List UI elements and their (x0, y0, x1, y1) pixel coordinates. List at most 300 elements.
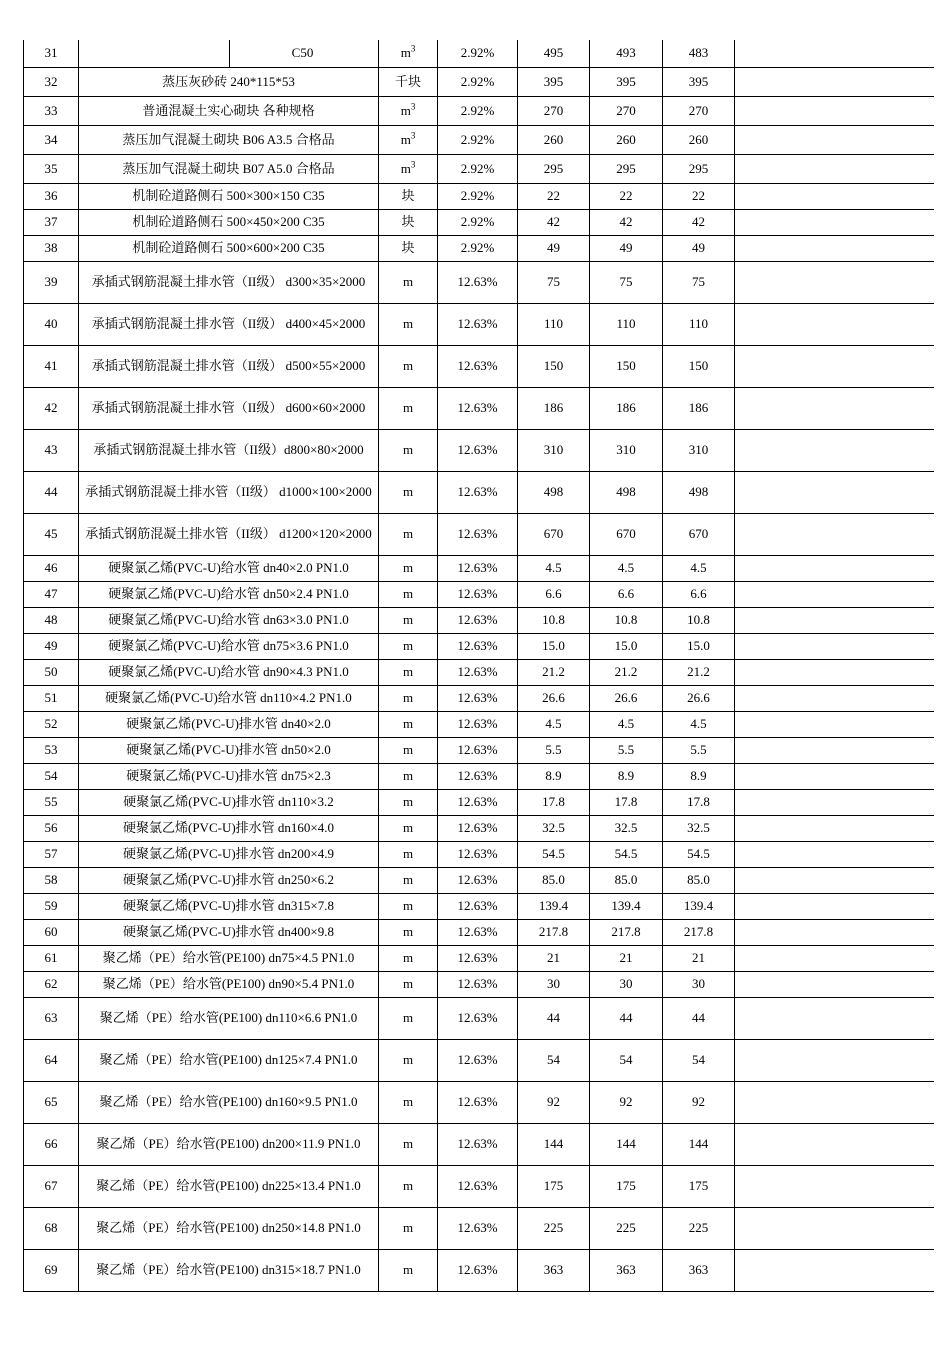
price-1: 54.5 (518, 841, 590, 867)
price-1: 15.0 (518, 633, 590, 659)
price-3: 44 (663, 997, 735, 1039)
row-number: 52 (24, 711, 79, 737)
material-name: 硬聚氯乙烯(PVC-U)给水管 dn75×3.6 PN1.0 (79, 633, 379, 659)
row-number: 65 (24, 1081, 79, 1123)
price-2: 21 (590, 945, 663, 971)
material-name: 硬聚氯乙烯(PVC-U)给水管 dn110×4.2 PN1.0 (79, 685, 379, 711)
row-number: 56 (24, 815, 79, 841)
price-1: 395 (518, 67, 590, 96)
material-name: 机制砼道路侧石 500×450×200 C35 (79, 209, 379, 235)
rate: 2.92% (438, 125, 518, 154)
unit: m (379, 685, 438, 711)
price-2: 54 (590, 1039, 663, 1081)
unit: m (379, 711, 438, 737)
price-3: 186 (663, 387, 735, 429)
price-2: 54.5 (590, 841, 663, 867)
price-3: 6.6 (663, 581, 735, 607)
remarks-cell (735, 345, 934, 387)
row-number: 61 (24, 945, 79, 971)
material-name: 承插式钢筋混凝土排水管（II级）d800×80×2000 (79, 429, 379, 471)
unit: m (379, 429, 438, 471)
unit: m (379, 945, 438, 971)
rate: 12.63% (438, 1249, 518, 1291)
price-3: 22 (663, 183, 735, 209)
price-2: 270 (590, 96, 663, 125)
price-1: 498 (518, 471, 590, 513)
row-number: 39 (24, 261, 79, 303)
price-1: 295 (518, 154, 590, 183)
unit: m (379, 261, 438, 303)
price-3: 310 (663, 429, 735, 471)
material-name: 硬聚氯乙烯(PVC-U)排水管 dn110×3.2 (79, 789, 379, 815)
unit: m (379, 581, 438, 607)
price-3: 498 (663, 471, 735, 513)
price-2: 225 (590, 1207, 663, 1249)
row-number: 51 (24, 685, 79, 711)
row-number: 50 (24, 659, 79, 685)
table-row (24, 125, 934, 154)
price-2: 395 (590, 67, 663, 96)
rate: 12.63% (438, 867, 518, 893)
remarks-cell (735, 209, 934, 235)
material-name: 聚乙烯（PE）给水管(PE100) dn200×11.9 PN1.0 (79, 1123, 379, 1165)
table-row (24, 183, 934, 209)
price-1: 4.5 (518, 711, 590, 737)
price-2: 217.8 (590, 919, 663, 945)
price-2: 30 (590, 971, 663, 997)
price-2: 363 (590, 1249, 663, 1291)
rate: 12.63% (438, 763, 518, 789)
row-number: 63 (24, 997, 79, 1039)
row-number: 34 (24, 125, 79, 154)
table-row (24, 1207, 934, 1249)
table-row (24, 1039, 934, 1081)
table-row (24, 209, 934, 235)
table-row (24, 737, 934, 763)
table-row (24, 261, 934, 303)
row-number: 37 (24, 209, 79, 235)
material-name: 聚乙烯（PE）给水管(PE100) dn75×4.5 PN1.0 (79, 945, 379, 971)
table-row (24, 633, 934, 659)
price-2: 8.9 (590, 763, 663, 789)
price-2: 150 (590, 345, 663, 387)
table-row (24, 607, 934, 633)
price-3: 175 (663, 1165, 735, 1207)
row-number: 40 (24, 303, 79, 345)
remarks-cell (735, 1081, 934, 1123)
material-name: 硬聚氯乙烯(PVC-U)给水管 dn63×3.0 PN1.0 (79, 607, 379, 633)
rate: 12.63% (438, 607, 518, 633)
price-2: 144 (590, 1123, 663, 1165)
rate: 12.63% (438, 1123, 518, 1165)
table-row (24, 40, 934, 67)
price-2: 5.5 (590, 737, 663, 763)
price-3: 225 (663, 1207, 735, 1249)
price-2: 22 (590, 183, 663, 209)
material-name: 聚乙烯（PE）给水管(PE100) dn250×14.8 PN1.0 (79, 1207, 379, 1249)
rate: 12.63% (438, 345, 518, 387)
unit: $m^3$ (379, 154, 438, 183)
row-number: 48 (24, 607, 79, 633)
row-number: 43 (24, 429, 79, 471)
material-name: 承插式钢筋混凝土排水管（II级） d1000×100×2000 (79, 471, 379, 513)
price-3: 483 (663, 40, 735, 67)
row-number: 69 (24, 1249, 79, 1291)
unit: m (379, 1081, 438, 1123)
remarks-cell (735, 633, 934, 659)
price-1: 4.5 (518, 555, 590, 581)
price-3: 363 (663, 1249, 735, 1291)
price-1: 495 (518, 40, 590, 67)
material-name: 聚乙烯（PE）给水管(PE100) dn160×9.5 PN1.0 (79, 1081, 379, 1123)
remarks-cell (735, 867, 934, 893)
material-name: C50 (79, 40, 379, 67)
row-number: 41 (24, 345, 79, 387)
row-number: 55 (24, 789, 79, 815)
row-number: 68 (24, 1207, 79, 1249)
rate: 12.63% (438, 261, 518, 303)
price-3: 42 (663, 209, 735, 235)
unit: m (379, 763, 438, 789)
price-2: 92 (590, 1081, 663, 1123)
price-1: 6.6 (518, 581, 590, 607)
unit: m (379, 1039, 438, 1081)
price-3: 110 (663, 303, 735, 345)
rate: 12.63% (438, 1081, 518, 1123)
price-1: 44 (518, 997, 590, 1039)
rate: 2.92% (438, 96, 518, 125)
price-3: 295 (663, 154, 735, 183)
price-1: 363 (518, 1249, 590, 1291)
table-row (24, 1123, 934, 1165)
price-1: 139.4 (518, 893, 590, 919)
table-row (24, 303, 934, 345)
unit: 千块 (379, 67, 438, 96)
price-1: 32.5 (518, 815, 590, 841)
price-1: 17.8 (518, 789, 590, 815)
material-name: 硬聚氯乙烯(PVC-U)给水管 dn50×2.4 PN1.0 (79, 581, 379, 607)
unit: m (379, 841, 438, 867)
table-row (24, 387, 934, 429)
remarks-cell (735, 154, 934, 183)
material-name: 硬聚氯乙烯(PVC-U)排水管 dn315×7.8 (79, 893, 379, 919)
row-number: 47 (24, 581, 79, 607)
unit: m (379, 893, 438, 919)
price-3: 21 (663, 945, 735, 971)
price-2: 139.4 (590, 893, 663, 919)
row-number: 31 (24, 40, 79, 67)
material-name: 硬聚氯乙烯(PVC-U)排水管 dn40×2.0 (79, 711, 379, 737)
price-1: 217.8 (518, 919, 590, 945)
rate: 12.63% (438, 1039, 518, 1081)
rate: 12.63% (438, 387, 518, 429)
rate: 12.63% (438, 513, 518, 555)
rate: 2.92% (438, 154, 518, 183)
unit: 块 (379, 235, 438, 261)
remarks-cell (735, 1207, 934, 1249)
price-2: 85.0 (590, 867, 663, 893)
table-row (24, 67, 934, 96)
price-3: 395 (663, 67, 735, 96)
row-number: 62 (24, 971, 79, 997)
rate: 12.63% (438, 555, 518, 581)
table-row (24, 235, 934, 261)
row-number: 32 (24, 67, 79, 96)
remarks-cell (735, 429, 934, 471)
price-3: 85.0 (663, 867, 735, 893)
unit: m (379, 815, 438, 841)
row-number: 45 (24, 513, 79, 555)
price-2: 186 (590, 387, 663, 429)
price-2: 4.5 (590, 555, 663, 581)
rate: 12.63% (438, 737, 518, 763)
remarks-cell (735, 711, 934, 737)
price-3: 8.9 (663, 763, 735, 789)
price-1: 260 (518, 125, 590, 154)
row-number: 49 (24, 633, 79, 659)
price-2: 42 (590, 209, 663, 235)
rate: 12.63% (438, 1165, 518, 1207)
unit: m (379, 607, 438, 633)
price-3: 54.5 (663, 841, 735, 867)
price-1: 54 (518, 1039, 590, 1081)
remarks-cell (735, 815, 934, 841)
remarks-cell (735, 945, 934, 971)
table-row (24, 154, 934, 183)
material-name: 聚乙烯（PE）给水管(PE100) dn110×6.6 PN1.0 (79, 997, 379, 1039)
remarks-cell (735, 659, 934, 685)
unit: $m^3$ (379, 96, 438, 125)
unit: m (379, 867, 438, 893)
unit: m (379, 1249, 438, 1291)
price-1: 85.0 (518, 867, 590, 893)
remarks-cell (735, 685, 934, 711)
price-3: 15.0 (663, 633, 735, 659)
remarks-cell (735, 125, 934, 154)
rate: 12.63% (438, 789, 518, 815)
remarks-cell (735, 387, 934, 429)
rate: 12.63% (438, 919, 518, 945)
row-number: 64 (24, 1039, 79, 1081)
price-1: 270 (518, 96, 590, 125)
price-2: 260 (590, 125, 663, 154)
remarks-cell (735, 471, 934, 513)
unit: m (379, 387, 438, 429)
price-1: 8.9 (518, 763, 590, 789)
rate: 12.63% (438, 841, 518, 867)
price-2: 32.5 (590, 815, 663, 841)
remarks-cell (735, 971, 934, 997)
table-row (24, 471, 934, 513)
table-row (24, 971, 934, 997)
price-3: 10.8 (663, 607, 735, 633)
table-row (24, 841, 934, 867)
row-number: 36 (24, 183, 79, 209)
row-number: 58 (24, 867, 79, 893)
remarks-cell (735, 919, 934, 945)
price-3: 217.8 (663, 919, 735, 945)
table-row (24, 945, 934, 971)
rate: 12.63% (438, 893, 518, 919)
rate: 12.63% (438, 429, 518, 471)
price-2: 498 (590, 471, 663, 513)
table-row (24, 96, 934, 125)
material-name: 承插式钢筋混凝土排水管（II级） d1200×120×2000 (79, 513, 379, 555)
price-1: 175 (518, 1165, 590, 1207)
table-row (24, 1249, 934, 1291)
price-2: 10.8 (590, 607, 663, 633)
rate: 12.63% (438, 971, 518, 997)
price-3: 26.6 (663, 685, 735, 711)
price-2: 4.5 (590, 711, 663, 737)
price-1: 225 (518, 1207, 590, 1249)
price-1: 670 (518, 513, 590, 555)
price-3: 4.5 (663, 555, 735, 581)
material-name: 硬聚氯乙烯(PVC-U)排水管 dn250×6.2 (79, 867, 379, 893)
unit: m (379, 997, 438, 1039)
row-number: 67 (24, 1165, 79, 1207)
price-2: 670 (590, 513, 663, 555)
price-3: 150 (663, 345, 735, 387)
price-1: 75 (518, 261, 590, 303)
unit: m (379, 1165, 438, 1207)
table-row (24, 685, 934, 711)
table-row (24, 429, 934, 471)
price-1: 110 (518, 303, 590, 345)
price-1: 5.5 (518, 737, 590, 763)
remarks-cell (735, 737, 934, 763)
table-row (24, 1165, 934, 1207)
table-row (24, 997, 934, 1039)
row-number: 38 (24, 235, 79, 261)
material-name: 机制砼道路侧石 500×300×150 C35 (79, 183, 379, 209)
rate: 2.92% (438, 209, 518, 235)
row-number: 42 (24, 387, 79, 429)
unit: 块 (379, 183, 438, 209)
material-name: 硬聚氯乙烯(PVC-U)排水管 dn50×2.0 (79, 737, 379, 763)
material-name: 聚乙烯（PE）给水管(PE100) dn225×13.4 PN1.0 (79, 1165, 379, 1207)
table-body (24, 40, 934, 1291)
table-row (24, 789, 934, 815)
rate: 2.92% (438, 40, 518, 67)
rate: 12.63% (438, 471, 518, 513)
remarks-cell (735, 40, 934, 67)
rate: 12.63% (438, 659, 518, 685)
price-3: 670 (663, 513, 735, 555)
row-number: 53 (24, 737, 79, 763)
material-name: 普通混凝土实心砌块 各种规格 (79, 96, 379, 125)
row-number: 60 (24, 919, 79, 945)
price-3: 270 (663, 96, 735, 125)
rate: 12.63% (438, 685, 518, 711)
remarks-cell (735, 303, 934, 345)
material-name: 承插式钢筋混凝土排水管（II级） d500×55×2000 (79, 345, 379, 387)
price-3: 92 (663, 1081, 735, 1123)
rate: 12.63% (438, 1207, 518, 1249)
table-row (24, 513, 934, 555)
unit: m (379, 555, 438, 581)
price-2: 17.8 (590, 789, 663, 815)
price-1: 310 (518, 429, 590, 471)
table-row (24, 893, 934, 919)
price-2: 26.6 (590, 685, 663, 711)
price-1: 30 (518, 971, 590, 997)
table-row (24, 555, 934, 581)
price-3: 21.2 (663, 659, 735, 685)
rate: 2.92% (438, 67, 518, 96)
rate: 12.63% (438, 815, 518, 841)
material-name: 承插式钢筋混凝土排水管（II级） d400×45×2000 (79, 303, 379, 345)
price-3: 49 (663, 235, 735, 261)
remarks-cell (735, 1039, 934, 1081)
material-name: 硬聚氯乙烯(PVC-U)给水管 dn40×2.0 PN1.0 (79, 555, 379, 581)
remarks-cell (735, 607, 934, 633)
material-name: 硬聚氯乙烯(PVC-U)给水管 dn90×4.3 PN1.0 (79, 659, 379, 685)
price-3: 144 (663, 1123, 735, 1165)
table-row (24, 659, 934, 685)
remarks-cell (735, 235, 934, 261)
table-row (24, 867, 934, 893)
material-name: 蒸压加气混凝土砌块 B06 A3.5 合格品 (79, 125, 379, 154)
price-2: 110 (590, 303, 663, 345)
row-number: 33 (24, 96, 79, 125)
row-number: 59 (24, 893, 79, 919)
remarks-cell (735, 513, 934, 555)
table-row (24, 763, 934, 789)
row-number: 57 (24, 841, 79, 867)
unit: m (379, 971, 438, 997)
price-1: 21.2 (518, 659, 590, 685)
material-name: 承插式钢筋混凝土排水管（II级） d600×60×2000 (79, 387, 379, 429)
unit: m (379, 789, 438, 815)
rate: 12.63% (438, 945, 518, 971)
rate: 12.63% (438, 633, 518, 659)
price-2: 21.2 (590, 659, 663, 685)
table-row (24, 1081, 934, 1123)
remarks-cell (735, 1249, 934, 1291)
unit: m (379, 513, 438, 555)
unit: m (379, 1207, 438, 1249)
price-table (23, 40, 934, 1292)
price-3: 260 (663, 125, 735, 154)
unit: m (379, 1123, 438, 1165)
price-3: 17.8 (663, 789, 735, 815)
table-row (24, 711, 934, 737)
unit: m (379, 303, 438, 345)
price-2: 6.6 (590, 581, 663, 607)
rate: 12.63% (438, 711, 518, 737)
unit: m (379, 919, 438, 945)
material-name: 硬聚氯乙烯(PVC-U)排水管 dn75×2.3 (79, 763, 379, 789)
material-name: 聚乙烯（PE）给水管(PE100) dn90×5.4 PN1.0 (79, 971, 379, 997)
rate: 2.92% (438, 183, 518, 209)
price-2: 493 (590, 40, 663, 67)
price-1: 150 (518, 345, 590, 387)
remarks-cell (735, 581, 934, 607)
material-name: 硬聚氯乙烯(PVC-U)排水管 dn160×4.0 (79, 815, 379, 841)
remarks-cell (735, 96, 934, 125)
price-1: 186 (518, 387, 590, 429)
price-2: 295 (590, 154, 663, 183)
remarks-cell (735, 1123, 934, 1165)
row-number: 44 (24, 471, 79, 513)
table-row (24, 919, 934, 945)
row-number: 46 (24, 555, 79, 581)
price-1: 92 (518, 1081, 590, 1123)
price-2: 15.0 (590, 633, 663, 659)
unit: m (379, 633, 438, 659)
price-3: 54 (663, 1039, 735, 1081)
